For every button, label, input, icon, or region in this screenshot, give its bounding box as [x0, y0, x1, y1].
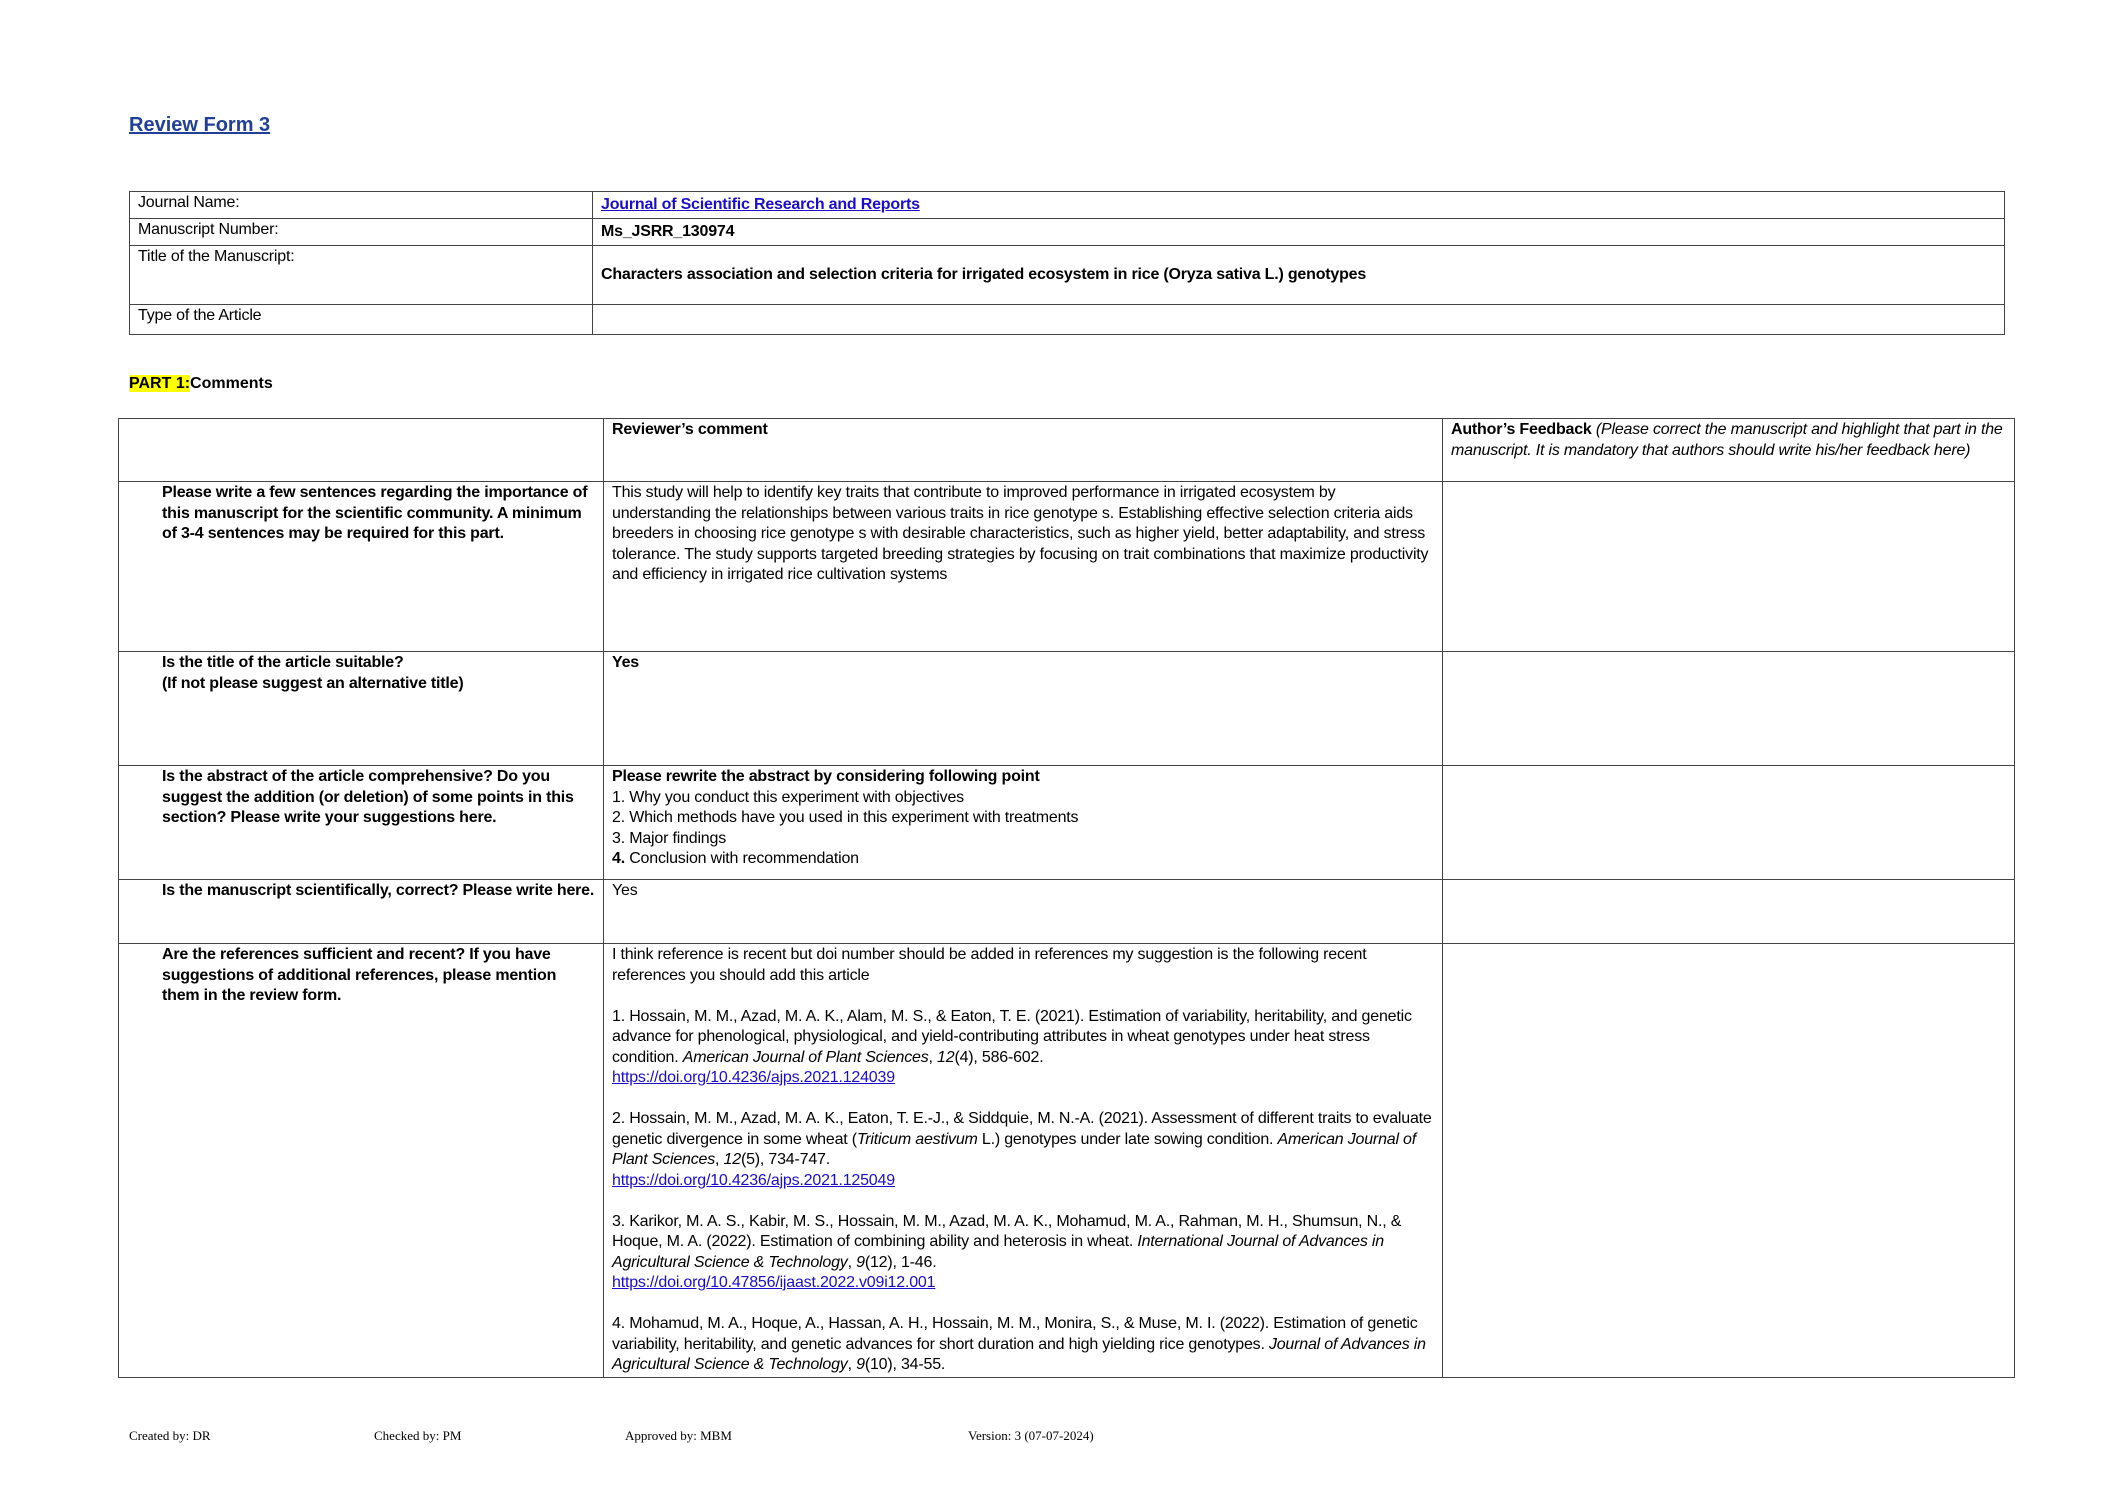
- ref-sep: ,: [847, 1356, 857, 1373]
- ref-volume: 12: [937, 1048, 955, 1066]
- empty-header-cell: [119, 419, 604, 482]
- journal-name-label: Journal Name:: [130, 192, 593, 219]
- footer-checked-by: Checked by: PM: [374, 1428, 462, 1443]
- point-text: Conclusion with recommendation: [624, 850, 859, 867]
- manuscript-number-row: [130, 219, 2005, 246]
- feedback-abstract[interactable]: [1443, 766, 2015, 880]
- comments-header-row: [119, 419, 2015, 482]
- ref-sep: ,: [715, 1151, 724, 1168]
- point-number: 4.: [612, 850, 625, 867]
- table-row: [119, 652, 2015, 766]
- comment-abstract: [604, 766, 1443, 880]
- ref-authors: 4. Mohamud, M. A., Hoque, A., Hassan, A. H., Hossain, M. M., Monira, S., & Muse, M. I. (2022). Estimation of genetic variability, heritability, and genetic advances for short duration and high yielding rice genotypes.: [612, 1315, 1418, 1353]
- footer-version: Version: 3 (07-07-2024): [968, 1428, 1094, 1443]
- article-type-label: Type of the Article: [130, 305, 593, 335]
- part-title: Comments: [190, 375, 273, 392]
- reference-item: [612, 1007, 1434, 1089]
- journal-name-row: [130, 192, 2005, 219]
- ref-pages: (12), 1-46.: [864, 1253, 937, 1271]
- abstract-point: 3. Major findings: [612, 829, 726, 847]
- part-label: PART 1:: [129, 375, 191, 392]
- feedback-references[interactable]: [1443, 944, 2015, 1378]
- feedback-importance[interactable]: [1443, 482, 2015, 652]
- reviewer-comment-header: Reviewer’s comment: [604, 419, 1443, 482]
- ref-pages: (5), 734-747.: [740, 1151, 830, 1168]
- footer-approved-by: Approved by: MBM: [625, 1428, 732, 1443]
- table-row: [119, 944, 2015, 1378]
- ref-doi-link[interactable]: https://doi.org/10.4236/ajps.2021.125049: [612, 1171, 895, 1189]
- form-title: Review Form 3: [129, 114, 271, 136]
- manuscript-number-label: Manuscript Number:: [130, 219, 593, 246]
- ref-sep: ,: [847, 1253, 857, 1271]
- table-row: [119, 482, 2015, 652]
- abstract-comment-heading: Please rewrite the abstract by considering following point: [612, 768, 1040, 785]
- ref-sep: ,: [928, 1048, 938, 1066]
- ref-title: L.) genotypes under late sowing condition.: [977, 1130, 1278, 1148]
- journal-name-link[interactable]: Journal of Scientific Research and Reports: [601, 196, 920, 213]
- table-row: [119, 880, 2015, 944]
- question-title-line1: Is the title of the article suitable?: [162, 654, 404, 671]
- comment-references: [604, 944, 1443, 1378]
- ref-pages: (4), 586-602.: [954, 1048, 1044, 1066]
- author-feedback-instructions: (Please correct the manuscript and highlight that part in the manuscript. It is mandatory that authors should write his/her feedback here): [1451, 421, 2003, 459]
- part-heading: [129, 375, 273, 393]
- question-title: [119, 652, 604, 766]
- author-feedback-label: Author’s Feedback: [1451, 421, 1592, 438]
- ref-journal: Journal of Advances in Agricultural Science & Technology: [612, 1335, 1426, 1373]
- reference-item: [612, 1109, 1434, 1191]
- comment-scientific: Yes: [604, 880, 1443, 944]
- comment-importance: This study will help to identify key traits that contribute to improved performance in irrigated ecosystem by understanding the relationships between various traits in rice genotype s. Establishing effective selection criteria aids breeders in choosing rice genotype s with desirable characteristics, such as higher yield, better adaptability, and stress tolerance. The study supports targeted breeding strategies by focusing on trait combinations that maximize productivity and efficiency in irrigated rice cultivation systems: [604, 482, 1443, 652]
- reference-item: [612, 1212, 1434, 1294]
- ref-authors: 3. Karikor, M. A. S., Kabir, M. S., Hossain, M. M., Azad, M. A. K., Mohamud, M. A., Rahman, M. H., Shumsun, N., & Hoque, M. A. (2022). Estimation of combining ability and heterosis in wheat.: [612, 1212, 1402, 1250]
- feedback-title[interactable]: [1443, 652, 2015, 766]
- table-row: [119, 766, 2015, 880]
- question-abstract: Is the abstract of the article comprehensive? Do you suggest the addition (or deletion) of some points in this section? Please write your suggestions here.: [119, 766, 604, 880]
- ref-volume: 12: [723, 1151, 741, 1168]
- question-scientific: Is the manuscript scientifically, correct? Please write here.: [119, 880, 604, 944]
- manuscript-number-value: Ms_JSRR_130974: [593, 219, 2005, 246]
- ref-pages: (10), 34-55.: [864, 1356, 946, 1373]
- ref-doi-link[interactable]: https://doi.org/10.47856/ijaast.2022.v09i12.001: [612, 1274, 936, 1291]
- reference-item: [612, 1314, 1434, 1376]
- manuscript-title-value: Characters association and selection criteria for irrigated ecosystem in rice (Oryza sativa L.) genotypes: [593, 246, 2005, 305]
- abstract-point: [612, 849, 1434, 870]
- ref-doi-link[interactable]: https://doi.org/10.4236/ajps.2021.124039: [612, 1069, 895, 1086]
- footer-created-by: Created by: DR: [129, 1428, 211, 1443]
- article-type-row: [130, 305, 2005, 335]
- question-title-line2: (If not please suggest an alternative title): [162, 674, 464, 692]
- ref-authors: 1. Hossain, M. M., Azad, M. A. K., Alam, M. S., & Eaton, T. E. (2021). Estimation of variability, heritability, and genetic advance for phenological, physiological, and yield-contributing attributes in wheat genotypes under heat stress condition.: [612, 1007, 1412, 1066]
- ref-volume: 9: [856, 1253, 865, 1271]
- ref-volume: 9: [856, 1356, 865, 1373]
- question-references: Are the references sufficient and recent? If you have suggestions of additional references, please mention them in the review form.: [119, 944, 604, 1378]
- comment-title: Yes: [604, 652, 1443, 766]
- manuscript-title-label: Title of the Manuscript:: [130, 246, 593, 305]
- ref-journal: American Journal of Plant Sciences: [612, 1130, 1417, 1168]
- question-importance: Please write a few sentences regarding the importance of this manuscript for the scientific community. A minimum of 3-4 sentences may be required for this part.: [119, 482, 604, 652]
- abstract-point: 1. Why you conduct this experiment with objectives: [612, 788, 964, 806]
- manuscript-title-row: [130, 246, 2005, 305]
- references-intro: I think reference is recent but doi number should be added in references my suggestion is the following recent references you should add this article: [612, 946, 1367, 984]
- ref-authors: 2. Hossain, M. M., Azad, M. A. K., Eaton, T. E.-J., & Siddquie, M. N.-A. (2021). Assessment of different traits to evaluate genetic divergence in some wheat (: [612, 1110, 1432, 1148]
- ref-species: Triticum aestivum: [856, 1130, 978, 1148]
- author-feedback-header: [1443, 419, 2015, 482]
- feedback-scientific[interactable]: [1443, 880, 2015, 944]
- comments-table: [118, 418, 2015, 1378]
- ref-journal: International Journal of Advances in Agricultural Science & Technology: [612, 1233, 1384, 1271]
- ref-journal: American Journal of Plant Sciences: [682, 1048, 929, 1066]
- abstract-point: 2. Which methods have you used in this experiment with treatments: [612, 809, 1079, 826]
- manuscript-info-table: [129, 191, 2005, 335]
- article-type-value: [593, 305, 2005, 335]
